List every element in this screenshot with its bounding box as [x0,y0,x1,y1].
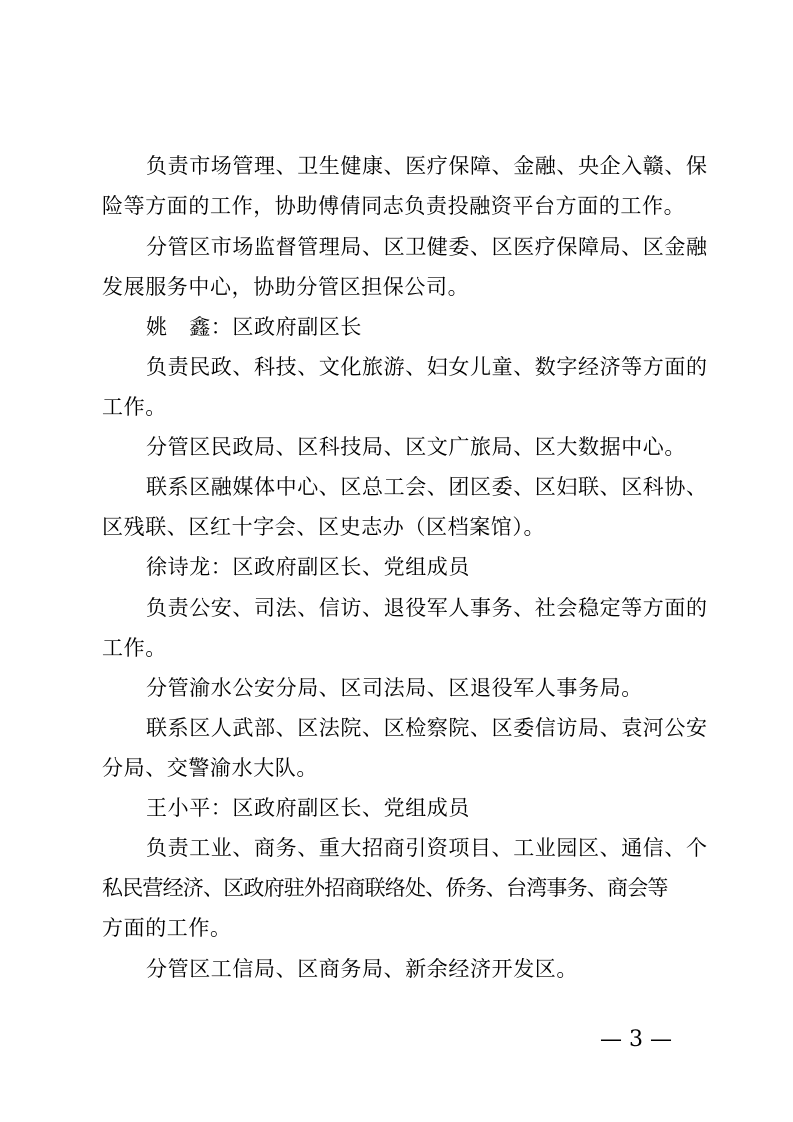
text-line-14: 分管渝水公安分局、区司法局、区退役军人事务局。 [146,676,643,700]
official-heading-yao-xin: 姚 鑫：区政府副区长 [146,315,362,339]
text-line-1: 负责市场管理、卫生健康、医疗保障、金融、央企入赣、保 [146,154,708,178]
text-line-12: 负责公安、司法、信访、退役军人事务、社会稳定等方面的 [146,596,708,620]
text-line-16: 分局、交警渝水大队。 [102,756,318,780]
text-line-6: 负责民政、科技、文化旅游、妇女儿童、数字经济等方面的 [146,355,708,379]
text-line-18: 负责工业、商务、重大招商引资项目、工业园区、通信、个 [146,836,708,860]
text-line-3: 分管区市场监督管理局、区卫健委、区医疗保障局、区金融 [146,235,708,259]
text-line-15: 联系区人武部、区法院、区检察院、区委信访局、袁河公安 [146,716,708,740]
text-line-19: 私民营经济、区政府驻外招商联络处、侨务、台湾事务、商会等 [102,876,668,900]
official-heading-xu-shilong: 徐诗龙：区政府副区长、党组成员 [146,555,470,579]
text-line-8: 分管区民政局、区科技局、区文广旅局、区大数据中心。 [146,435,686,459]
text-line-9: 联系区融媒体中心、区总工会、团区委、区妇联、区科协、 [146,475,708,499]
text-line-21: 分管区工信局、区商务局、新余经济开发区。 [146,957,578,981]
page-number: — 3 — [600,1027,672,1052]
text-line-7: 工作。 [102,395,167,419]
text-line-20: 方面的工作。 [102,916,232,940]
text-line-4: 发展服务中心，协助分管区担保公司。 [102,275,470,299]
text-line-13: 工作。 [102,636,167,660]
official-heading-wang-xiaoping: 王小平：区政府副区长、党组成员 [146,796,470,820]
text-line-2: 险等方面的工作，协助傅倩同志负责投融资平台方面的工作。 [102,194,686,218]
text-line-10: 区残联、区红十字会、区史志办（区档案馆）。 [102,515,546,539]
